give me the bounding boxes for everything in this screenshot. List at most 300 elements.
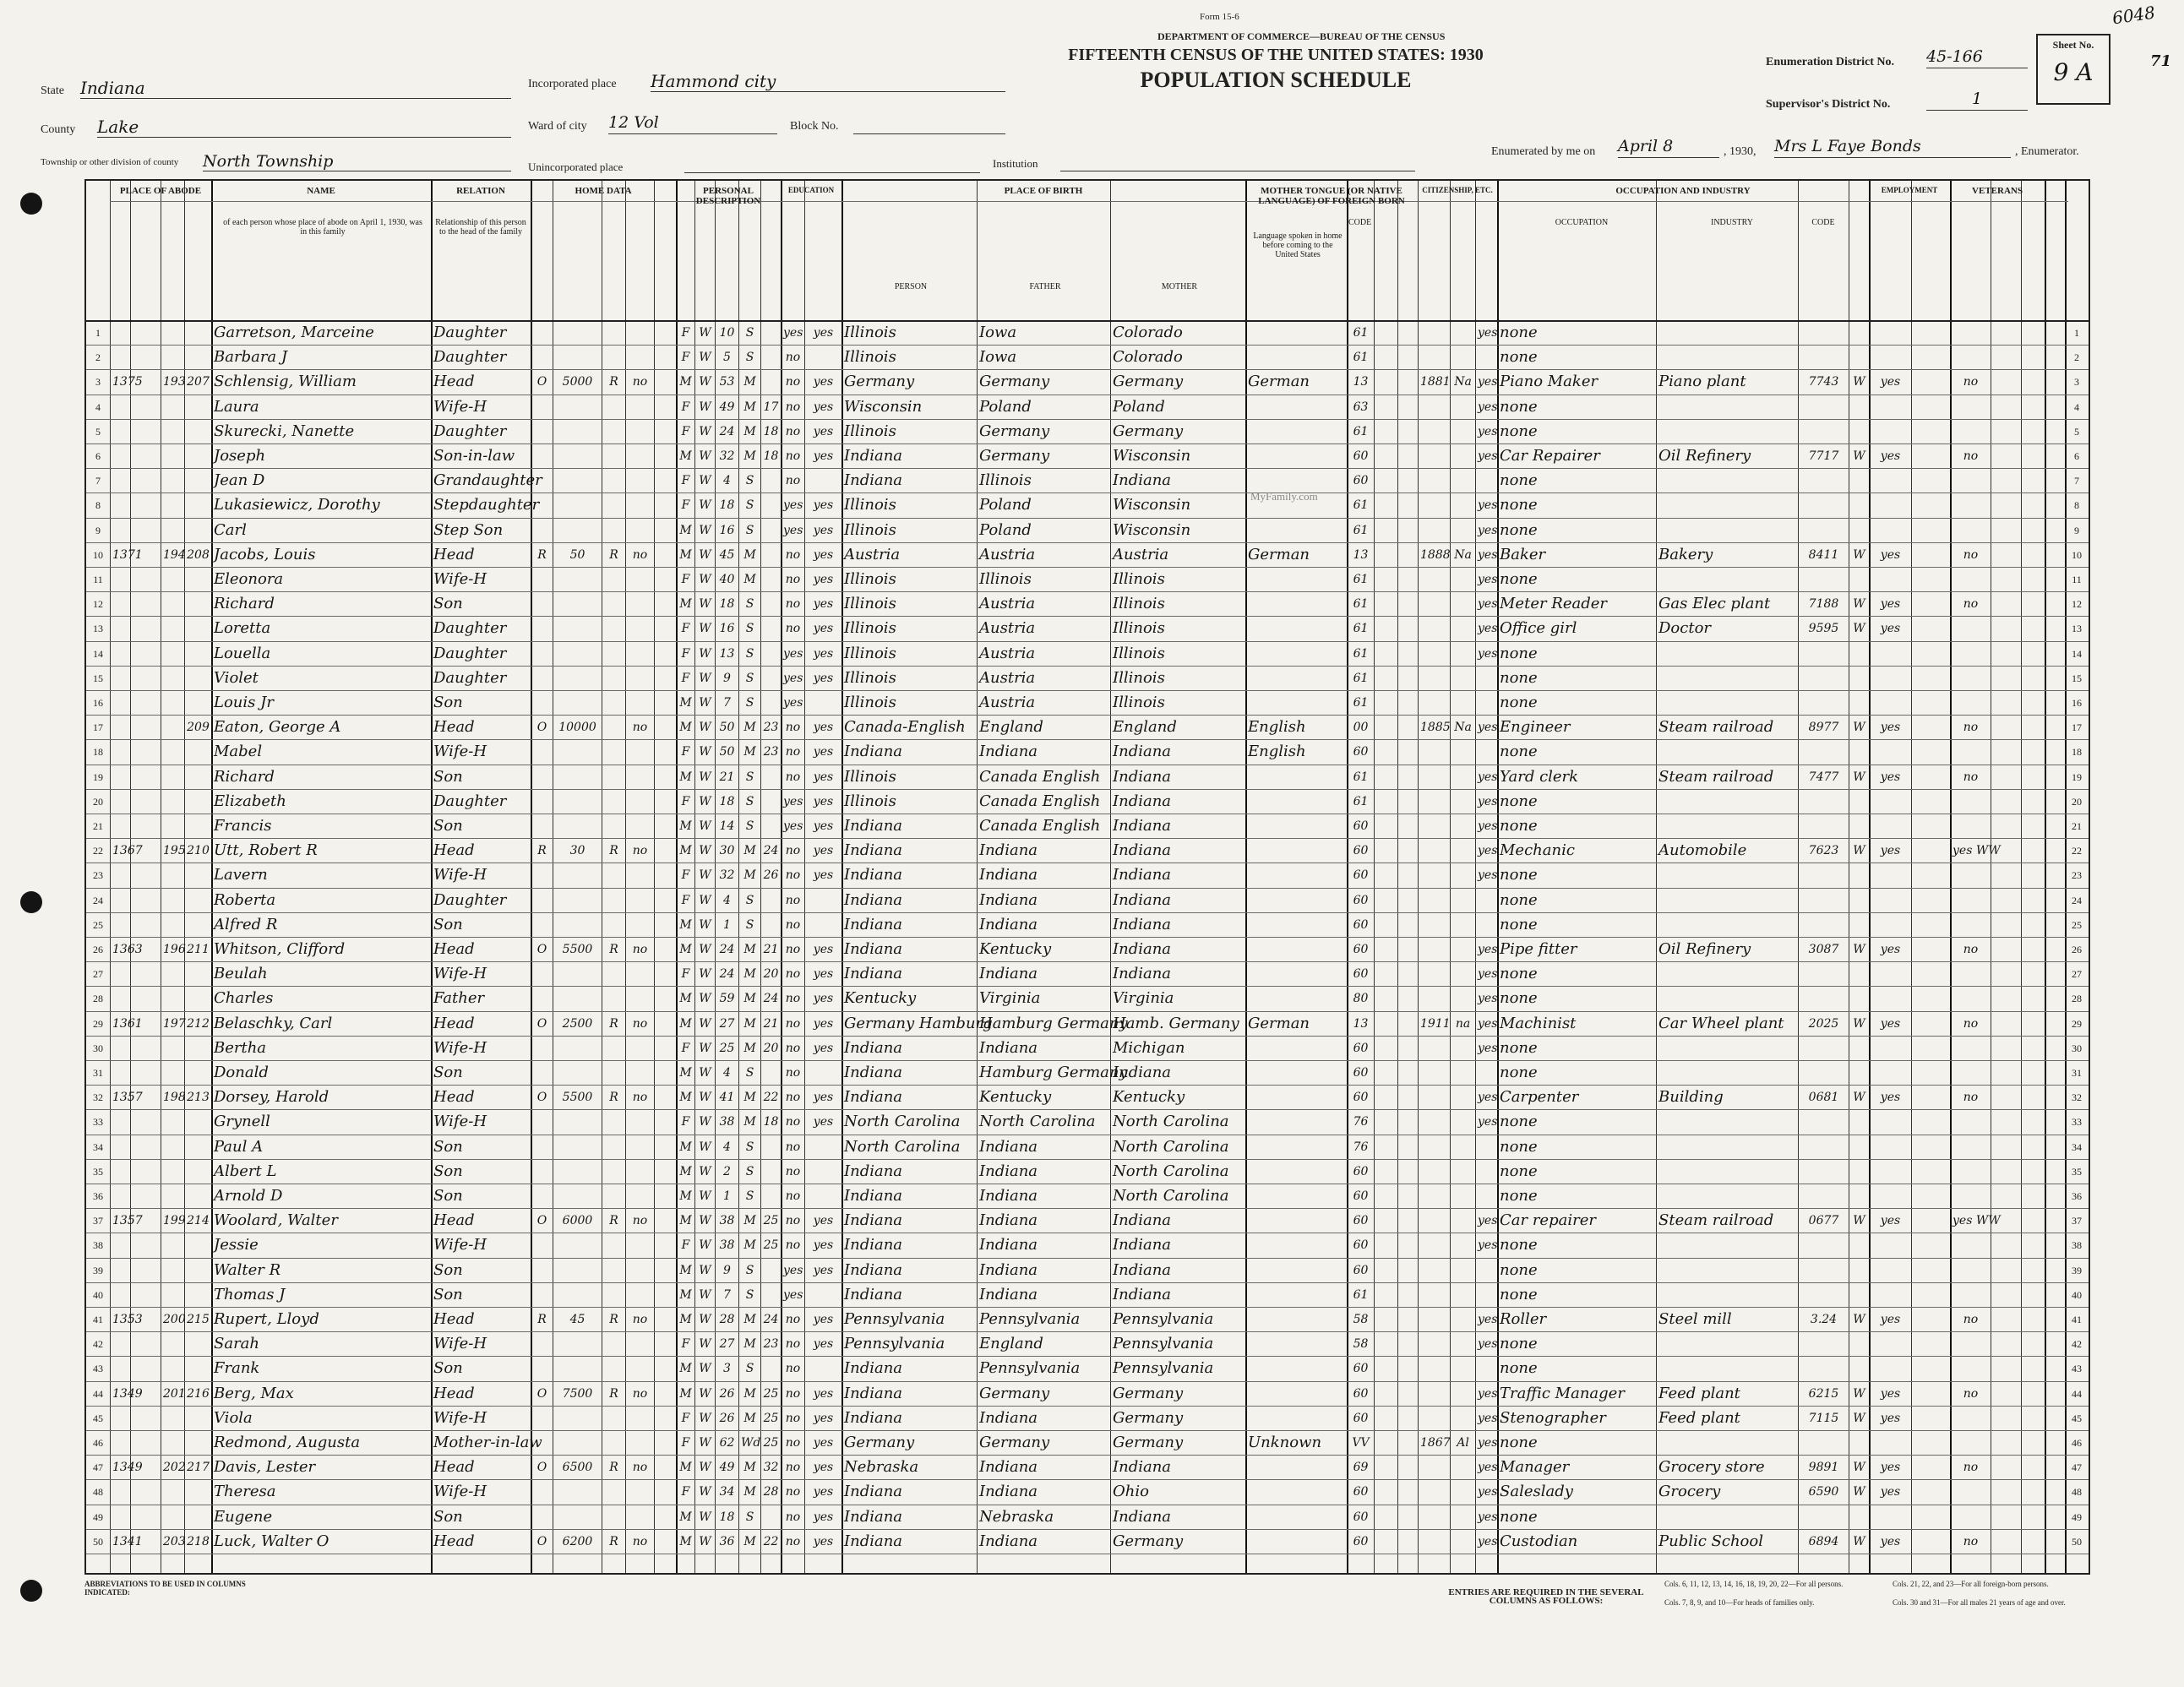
cell-code: 61 <box>1353 597 1369 612</box>
cell-code: 69 <box>1353 1461 1369 1475</box>
cell-occ: none <box>1500 965 1538 983</box>
cell-sch: no <box>785 1164 801 1178</box>
cell-occ: none <box>1500 1285 1538 1303</box>
cell-emp: yes <box>1880 597 1901 612</box>
cell-ind: Oil Refinery <box>1658 447 1751 465</box>
cell-bp: Indiana <box>844 1162 903 1180</box>
cell-race: W <box>699 1510 711 1524</box>
cell-mar: S <box>745 1189 754 1203</box>
row-number-left: 36 <box>93 1190 103 1202</box>
cell-bf: Pennsylvania <box>979 1310 1081 1328</box>
cell-sex: M <box>679 1189 692 1203</box>
cell-code: 76 <box>1353 1115 1369 1129</box>
cell-bp: Canada-English <box>844 718 966 737</box>
row-number-left: 33 <box>93 1116 103 1129</box>
cell-bp: Illinois <box>844 767 896 786</box>
cell-race: W <box>699 967 711 982</box>
cell-sex: F <box>681 326 690 340</box>
cell-cls: W <box>1853 721 1865 735</box>
cell-st: 1341 <box>112 1534 143 1548</box>
cell-bf: Indiana <box>979 965 1038 983</box>
cell-code: 60 <box>1353 819 1369 833</box>
column-divider <box>1450 181 1451 1573</box>
cell-mar: M <box>743 992 756 1006</box>
cell-farm: no <box>632 1091 648 1105</box>
cell-sch: yes <box>783 1287 803 1302</box>
cell-occ: none <box>1500 471 1538 490</box>
cell-agem: 20 <box>763 1041 779 1055</box>
cell-age: 49 <box>719 400 735 414</box>
cell-bm: Indiana <box>1113 743 1172 761</box>
cell-name: Elizabeth <box>214 792 286 810</box>
cell-bm: Indiana <box>1113 471 1172 490</box>
cell-occ: none <box>1500 1187 1538 1205</box>
cell-sch: no <box>785 351 801 365</box>
column-header-birth-person: PERSON <box>894 282 928 291</box>
cell-emp: yes <box>1880 844 1901 858</box>
cell-st: 1349 <box>112 1461 143 1475</box>
row-number-left: 37 <box>93 1215 103 1227</box>
cell-eng: yes <box>1478 1016 1498 1031</box>
cell-rel: Wife-H <box>433 965 487 983</box>
cell-bm: Germany <box>1113 1408 1184 1427</box>
cell-read: yes <box>813 547 834 562</box>
cell-mar: S <box>745 917 754 932</box>
cell-mar: S <box>745 1140 754 1154</box>
cell-oc: 9595 <box>1808 622 1839 636</box>
cell-code: 61 <box>1353 671 1369 685</box>
cell-mar: S <box>745 498 754 513</box>
cell-mar: M <box>743 1016 756 1031</box>
cell-oc: 7743 <box>1808 375 1839 389</box>
cell-mar: M <box>743 1214 756 1228</box>
cell-rel: Head <box>433 1088 475 1107</box>
cell-emp: yes <box>1880 1461 1901 1475</box>
cell-name: Luck, Walter O <box>214 1532 330 1550</box>
cell-val: 30 <box>569 844 585 858</box>
column-divider <box>676 181 678 1573</box>
cell-code: 61 <box>1353 646 1369 661</box>
cell-sex: M <box>679 721 692 735</box>
cell-bp: Illinois <box>844 520 896 539</box>
county-value: Lake <box>97 117 511 138</box>
cell-sex: F <box>681 400 690 414</box>
cell-read: yes <box>813 1436 834 1450</box>
row-number-left: 40 <box>93 1288 103 1301</box>
cell-occ: none <box>1500 1236 1538 1254</box>
cell-code: 63 <box>1353 400 1369 414</box>
cell-sex: M <box>679 1214 692 1228</box>
cell-bf: Indiana <box>979 1162 1038 1180</box>
cell-bp: Indiana <box>844 1038 903 1057</box>
cell-sch: no <box>785 1041 801 1055</box>
cell-cls: W <box>1853 375 1865 389</box>
cell-bm: Indiana <box>1113 1064 1172 1081</box>
cell-occ: Office girl <box>1500 619 1577 638</box>
row-number-right: 41 <box>2072 1314 2082 1325</box>
cell-bf: Hamburg Germany <box>979 1064 1128 1081</box>
cell-bm: Wisconsin <box>1113 496 1191 514</box>
column-divider <box>1110 181 1111 1573</box>
cell-bp: Illinois <box>844 422 896 440</box>
cell-bp: Illinois <box>844 496 896 514</box>
cell-code: 61 <box>1353 1287 1369 1302</box>
cell-sch: no <box>785 1189 801 1203</box>
cell-rel: Son <box>433 1187 463 1205</box>
cell-mar: S <box>745 523 754 537</box>
cell-own: O <box>536 721 547 735</box>
cell-cls: W <box>1853 1214 1865 1228</box>
cell-code: 60 <box>1353 1534 1369 1548</box>
cell-bp: Germany <box>844 1434 915 1451</box>
cell-eng: yes <box>1478 498 1498 513</box>
cell-bm: Germany <box>1113 1434 1184 1451</box>
cell-bp: Indiana <box>844 1260 903 1279</box>
cell-mar: S <box>745 819 754 833</box>
cell-read: yes <box>813 671 834 685</box>
cell-sex: F <box>681 424 690 438</box>
cell-eng: yes <box>1478 1214 1498 1228</box>
department-line: DEPARTMENT OF COMMERCE—BUREAU OF THE CENSUS <box>1157 30 1446 42</box>
cell-bm: Indiana <box>1113 1236 1172 1254</box>
cell-fam: 213 <box>187 1091 210 1105</box>
cell-sch: yes <box>783 696 803 710</box>
cell-sch: no <box>785 1386 801 1401</box>
sheet-value: 9 A <box>2053 58 2094 86</box>
cell-race: W <box>699 1362 711 1376</box>
row-number-right: 33 <box>2072 1116 2082 1129</box>
cell-bf: Kentucky <box>979 940 1052 958</box>
row-number-right: 2 <box>2074 351 2079 364</box>
cell-occ: none <box>1500 890 1538 909</box>
cell-code: 60 <box>1353 474 1369 488</box>
row-number-left: 32 <box>93 1091 103 1104</box>
group-header-divider <box>110 201 2068 202</box>
cell-bf: Illinois <box>979 471 1032 490</box>
cell-race: W <box>699 1263 711 1277</box>
cell-name: Donald <box>214 1064 269 1081</box>
cell-bf: Illinois <box>979 570 1032 588</box>
cell-sex: F <box>681 1238 690 1253</box>
cell-age: 26 <box>719 1411 735 1425</box>
cell-radio: R <box>609 844 618 858</box>
cell-age: 16 <box>719 523 735 537</box>
column-divider <box>977 181 978 1573</box>
cell-bp: Indiana <box>844 915 903 933</box>
cell-radio: R <box>609 375 618 389</box>
cell-st: 1375 <box>112 375 143 389</box>
cell-eng: yes <box>1478 1534 1498 1548</box>
cell-age: 25 <box>719 1041 735 1055</box>
cell-code: 61 <box>1353 498 1369 513</box>
cell-agem: 17 <box>763 400 779 414</box>
cell-code: 58 <box>1353 1337 1369 1352</box>
cell-read: yes <box>813 326 834 340</box>
cell-val: 5500 <box>562 943 593 956</box>
cell-mar: M <box>743 1461 756 1475</box>
group-header: PLACE OF BIRTH <box>1004 186 1083 196</box>
cell-dw: 202 <box>163 1461 186 1475</box>
cell-farm: no <box>632 1016 648 1031</box>
cell-read: yes <box>813 794 834 808</box>
cell-radio: R <box>609 1534 618 1548</box>
row-number-left: 29 <box>93 1017 103 1030</box>
cell-occ: none <box>1500 324 1538 341</box>
cell-emp: yes <box>1880 1091 1901 1105</box>
cell-occ: Stenographer <box>1500 1408 1606 1427</box>
cell-bm: Illinois <box>1113 668 1165 687</box>
cell-ind: Oil Refinery <box>1658 940 1751 958</box>
cell-bf: Indiana <box>979 1285 1038 1303</box>
cell-bf: Iowa <box>979 324 1017 341</box>
cell-sch: no <box>785 1485 801 1499</box>
cell-rel: Son <box>433 1064 463 1081</box>
cell-age: 32 <box>719 868 735 883</box>
row-number-right: 17 <box>2072 721 2082 734</box>
cell-eng: yes <box>1478 400 1498 414</box>
cell-occ: none <box>1500 1335 1538 1353</box>
cell-code: 60 <box>1353 1189 1369 1203</box>
cell-rel: Son <box>433 1137 463 1156</box>
cell-sch: yes <box>783 1263 803 1277</box>
cell-sch: no <box>785 547 801 562</box>
cell-dw: 198 <box>163 1091 186 1105</box>
cell-oc: 7115 <box>1808 1411 1839 1425</box>
cell-age: 24 <box>719 424 735 438</box>
cell-race: W <box>699 721 711 735</box>
cell-sch: no <box>785 1362 801 1376</box>
row-number-right: 22 <box>2072 845 2082 857</box>
cell-bm: Kentucky <box>1113 1088 1185 1107</box>
cell-code: 60 <box>1353 1066 1369 1080</box>
cell-rel: Son <box>433 694 463 711</box>
cell-occ: none <box>1500 570 1538 588</box>
cell-st: 1353 <box>112 1313 143 1326</box>
column-divider <box>1374 181 1375 1573</box>
enumeration-year: , 1930, <box>1724 145 1756 158</box>
row-number-left: 30 <box>93 1042 103 1054</box>
row-number-left: 22 <box>93 845 103 857</box>
cell-ind: Building <box>1658 1088 1724 1107</box>
cell-occ: none <box>1500 397 1538 416</box>
enumerated-label: Enumerated by me on <box>1491 145 1596 158</box>
column-divider <box>841 181 843 1573</box>
cell-race: W <box>699 1485 711 1499</box>
cell-age: 30 <box>719 844 735 858</box>
cell-sch: no <box>785 1534 801 1548</box>
cell-age: 24 <box>719 967 735 982</box>
cell-code: 60 <box>1353 1485 1369 1499</box>
cell-eng: yes <box>1478 1313 1498 1326</box>
row-number-right: 10 <box>2072 548 2082 561</box>
cell-bf: Austria <box>979 644 1036 662</box>
cell-bf: Germany <box>979 422 1050 440</box>
cell-code: 76 <box>1353 1140 1369 1154</box>
cell-eng: yes <box>1478 573 1498 586</box>
cell-bp: North Carolina <box>844 1113 961 1131</box>
cell-cls: W <box>1853 770 1865 784</box>
row-number-left: 43 <box>93 1363 103 1375</box>
cell-cls: W <box>1853 1313 1865 1326</box>
cell-bm: Indiana <box>1113 1458 1172 1477</box>
cell-sex: F <box>681 868 690 883</box>
cell-st: 1357 <box>112 1214 143 1228</box>
row-number-right: 44 <box>2072 1387 2082 1400</box>
row-number-right: 12 <box>2072 598 2082 611</box>
cell-eng: yes <box>1478 1337 1498 1352</box>
row-number-left: 1 <box>95 327 101 339</box>
group-header: NAME <box>307 186 335 196</box>
cell-rel: Wife-H <box>433 1408 487 1427</box>
cell-bp: Indiana <box>844 1236 903 1254</box>
column-divider <box>654 181 655 1573</box>
cell-code: 60 <box>1353 449 1369 463</box>
cell-occ: Manager <box>1500 1458 1570 1477</box>
row-number-right: 50 <box>2072 1535 2082 1548</box>
cell-name: Violet <box>214 668 259 687</box>
cell-ind: Doctor <box>1658 619 1712 638</box>
cell-occ: none <box>1500 1137 1538 1156</box>
row-number-right: 24 <box>2072 894 2082 906</box>
ward-value: 12 Vol <box>608 113 777 134</box>
cell-read: yes <box>813 375 834 389</box>
cell-race: W <box>699 1164 711 1178</box>
cell-read: yes <box>813 745 834 759</box>
cell-sex: F <box>681 794 690 808</box>
cell-name: Beulah <box>214 965 268 983</box>
row-number-left: 49 <box>93 1510 103 1523</box>
cell-eng: yes <box>1478 794 1498 808</box>
cell-age: 50 <box>719 745 735 759</box>
cell-fam: 215 <box>187 1313 210 1326</box>
cell-bp: Indiana <box>844 1384 903 1402</box>
cell-sex: F <box>681 967 690 982</box>
cell-name: Loretta <box>214 619 271 638</box>
cell-race: W <box>699 1386 711 1401</box>
cell-race: W <box>699 400 711 414</box>
cell-sex: F <box>681 351 690 365</box>
cell-age: 2 <box>723 1164 731 1178</box>
cell-bf: Germany <box>979 1384 1050 1402</box>
cell-age: 3 <box>723 1362 731 1376</box>
cell-code: 60 <box>1353 1411 1369 1425</box>
cell-rel: Son <box>433 595 463 613</box>
cell-code: 00 <box>1353 721 1369 735</box>
row-number-right: 39 <box>2072 1264 2082 1276</box>
cell-vet: yes WW <box>1953 1214 2001 1228</box>
cell-bm: Michigan <box>1113 1038 1185 1057</box>
cell-age: 38 <box>719 1115 735 1129</box>
cell-occ: Traffic Manager <box>1500 1384 1625 1402</box>
row-number-right: 23 <box>2072 869 2082 882</box>
row-number-left: 6 <box>95 450 101 462</box>
cell-read: yes <box>813 721 834 735</box>
cell-age: 27 <box>719 1337 735 1352</box>
cell-agem: 20 <box>763 967 779 982</box>
cell-occ: none <box>1500 1064 1538 1081</box>
cell-vet: no <box>1963 1461 1979 1475</box>
cell-fam: 207 <box>187 375 210 389</box>
row-number-left: 8 <box>95 499 101 512</box>
cell-val: 7500 <box>562 1386 593 1401</box>
column-divider <box>2045 181 2046 1573</box>
row-number-right: 1 <box>2074 327 2079 339</box>
cell-mar: M <box>743 1337 756 1352</box>
form-number: Form 15-6 <box>1200 12 1239 22</box>
cell-sex: M <box>679 1016 692 1031</box>
row-number-right: 3 <box>2074 376 2079 389</box>
cell-sex: M <box>679 375 692 389</box>
row-number-left: 46 <box>93 1437 103 1449</box>
cell-code: 13 <box>1353 547 1369 562</box>
cell-bf: Indiana <box>979 1532 1038 1550</box>
cell-mar: S <box>745 1510 754 1524</box>
ward-label: Ward of city <box>528 120 587 133</box>
cell-rel: Head <box>433 1384 475 1402</box>
cell-oc: 7477 <box>1808 770 1839 784</box>
row-number-left: 18 <box>93 746 103 759</box>
row-number-left: 39 <box>93 1264 103 1276</box>
cell-occ: Machinist <box>1500 1014 1577 1032</box>
column-divider <box>184 181 185 1573</box>
cell-rel: Son <box>433 1260 463 1279</box>
row-number-left: 14 <box>93 647 103 660</box>
cell-ind: Steam railroad <box>1658 718 1774 737</box>
cell-sex: M <box>679 1313 692 1326</box>
cell-fam: 217 <box>187 1461 210 1475</box>
cell-eng: yes <box>1478 424 1498 438</box>
cell-bf: Austria <box>979 668 1036 687</box>
cell-mar: M <box>743 868 756 883</box>
cell-agem: 25 <box>763 1436 779 1450</box>
cell-mar: S <box>745 1362 754 1376</box>
cell-sex: M <box>679 770 692 784</box>
cell-rel: Son-in-law <box>433 447 515 465</box>
row-number-left: 44 <box>93 1387 103 1400</box>
cell-race: W <box>699 498 711 513</box>
cell-race: W <box>699 1337 711 1352</box>
supervisor-label: Supervisor's District No. <box>1766 98 1891 111</box>
cell-occ: Meter Reader <box>1500 595 1608 613</box>
row-number-left: 38 <box>93 1239 103 1252</box>
cell-race: W <box>699 1461 711 1475</box>
column-divider <box>1869 181 1871 1573</box>
cell-bp: Austria <box>844 545 901 563</box>
cell-race: W <box>699 1041 711 1055</box>
ed-value: 45-166 <box>1926 47 2028 68</box>
cell-occ: Saleslady <box>1500 1483 1573 1501</box>
cell-sex: M <box>679 1534 692 1548</box>
cell-fam: 209 <box>187 721 210 735</box>
cell-code: 60 <box>1353 844 1369 858</box>
cell-sch: no <box>785 745 801 759</box>
cell-ind: Public School <box>1658 1532 1763 1550</box>
row-number-left: 5 <box>95 425 101 438</box>
cell-sch: no <box>785 1091 801 1105</box>
cell-sex: M <box>679 819 692 833</box>
cell-bf: Indiana <box>979 841 1038 860</box>
cell-occ: Roller <box>1500 1310 1547 1328</box>
cell-bf: Nebraska <box>979 1507 1054 1526</box>
row-number-left: 23 <box>93 869 103 882</box>
cell-sex: M <box>679 1091 692 1105</box>
cell-bf: Virginia <box>979 989 1041 1008</box>
cell-ind: Bakery <box>1658 545 1713 563</box>
cell-bf: Austria <box>979 595 1036 613</box>
cell-age: 1 <box>723 1189 731 1203</box>
column-header-occ-code: CODE <box>1811 218 1835 227</box>
cell-bf: Austria <box>979 694 1036 711</box>
